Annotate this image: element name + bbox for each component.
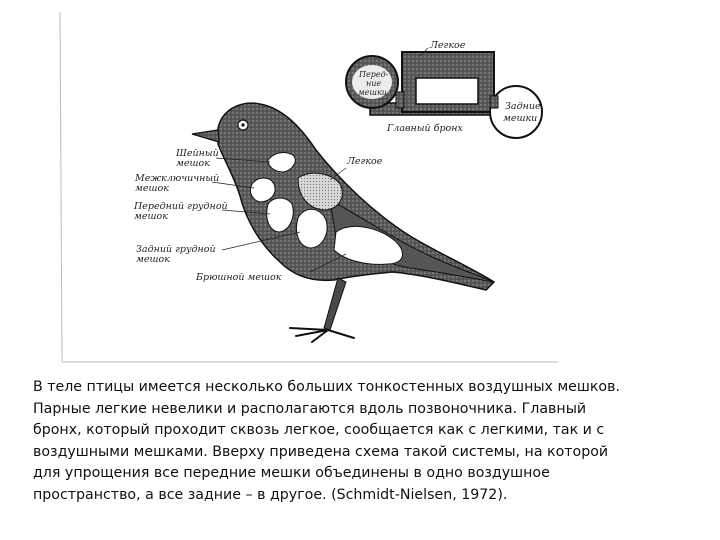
- schematic-connector-right: [490, 96, 498, 108]
- lung-label: Легкое: [347, 156, 383, 167]
- anterior-sacs-label-2: ние: [366, 79, 382, 88]
- anterior-sacs-label-1: Перед-: [359, 70, 389, 79]
- interclavicular-sac: [250, 178, 275, 202]
- bird-leg: [324, 278, 346, 330]
- abdominal-sac-label: Брюшной мешок: [196, 272, 282, 283]
- posterior-thoracic-sac: [297, 209, 328, 248]
- schematic-lung-inner: [416, 78, 478, 104]
- frame-left-line: [60, 12, 62, 362]
- posterior-thoracic-sac-label-1: Задний грудной: [136, 244, 216, 255]
- bird-eye-pupil: [241, 123, 244, 126]
- schematic-lung-label: Легкое: [430, 40, 466, 51]
- air-sac-schematic: [346, 40, 542, 138]
- cervical-sac-label-2: мешок: [176, 158, 210, 169]
- bird-illustration: [133, 103, 494, 342]
- bird-beak: [192, 130, 219, 142]
- main-bronchus-label: Главный бронх: [387, 123, 463, 134]
- figure-caption: В теле птицы имеется несколько больших тонкостенных воздушных мешков. Парные легкие невелики и располагаются вдоль позвоночника. Главный бронх, который проходит сквозь легкое, сообщается как с легкими, так и с воздушными мешками. Вверху приведена схема такой системы, на которой для упрощения все передние мешки объединены в одно воздушное пространство, а все задние – в другое. (Schmidt-Nielsen, 1972).: [33, 379, 620, 503]
- anterior-thoracic-sac-label-1: Передний грудной: [134, 201, 228, 212]
- anterior-sacs-label-3: мешки: [358, 88, 387, 97]
- posterior-thoracic-sac-label-2: мешок: [136, 254, 170, 265]
- anterior-thoracic-sac-label-2: мешок: [134, 211, 168, 222]
- interclavicular-sac-label-1: Межключичный: [135, 173, 220, 184]
- interclavicular-sac-label-2: мешок: [135, 183, 169, 194]
- cervical-sac-label-1: Шейный: [176, 148, 219, 159]
- schematic-connector-left: [396, 92, 404, 108]
- bird-foot: [290, 328, 354, 342]
- posterior-sacs-label-1: Задние: [505, 101, 541, 112]
- posterior-sacs-circle: [490, 86, 542, 138]
- posterior-sacs-label-2: мешки: [503, 113, 538, 124]
